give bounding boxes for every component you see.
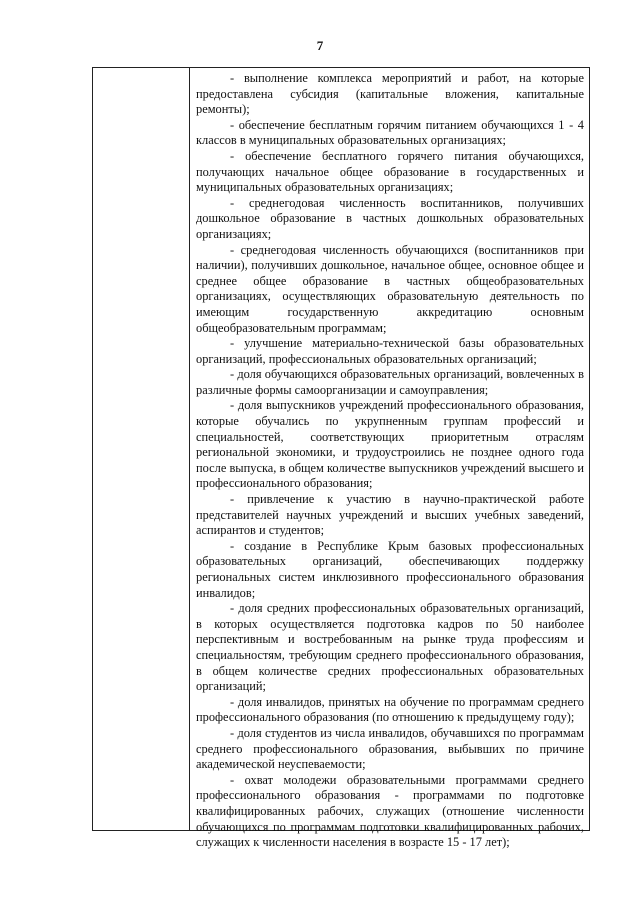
list-item: - охват молодежи образовательными программами среднего профессионального образования - программами по подготовке квалифицированных рабочих, служащих (отношение численности обучающихся по программам подготовки квалифицированных рабочих, служащих к численности населения в возрасте 15 - 17 лет); [196,772,584,850]
list-item: - среднегодовая численность воспитанников, получивших дошкольное образование в частных дошкольных образовательных организациях; [196,195,584,241]
table-right-column [196,71,584,851]
indicator-table [92,67,590,850]
list-item: - улучшение материально-технической базы образовательных организаций, профессиональных образовательных организаций; [196,336,584,366]
list-item: - доля обучающихся образовательных организаций, вовлеченных в различные формы самоорганизации и самоуправления; [196,367,584,397]
list-item: - создание в Республике Крым базовых профессиональных образовательных организаций, обеспечивающих поддержку региональных систем инклюзивного профессионального образования инвалидов; [196,538,584,600]
list-item: - среднегодовая численность обучающихся (воспитанников при наличии), получивших дошкольное, начальное общее, основное общее и среднее общее образование в частных общеобразовательных организациях, осуществляющих образовательную деятельность по имеющим государственную аккредитацию основным общеобразовательным программам; [196,242,584,335]
list-item: - доля инвалидов, принятых на обучение по программам среднего профессионального образования (по отношению к предыдущему году); [196,694,584,725]
list-item: - доля студентов из числа инвалидов, обучавшихся по программам среднего профессионального образования, выбывших по причине академической неуспеваемости; [196,725,584,772]
list-item: - обеспечение бесплатным горячим питанием обучающихся 1 - 4 классов в муниципальных образовательных организациях; [196,117,584,148]
list-item: - привлечение к участию в научно-практической работе представителей научных учреждений и высших учебных заведений, аспирантов и студентов; [196,492,584,538]
table-left-column [93,68,190,830]
list-item: - доля выпускников учреждений профессионального образования, которые обучались по укрупненным группам профессий и специальностей, соответствующих приоритетным отраслям региональной экономики, и трудоустроились не позднее одного года после выпуска, в общем количестве выпускников учреждений высшего и профессионального образования; [196,398,584,491]
list-item: - обеспечение бесплатного горячего питания обучающихся, получающих начальное общее образование в государственных и муниципальных образовательных организациях; [196,148,584,195]
page-number: 7 [316,38,324,53]
list-item: - выполнение комплекса мероприятий и работ, на которые предоставлена субсидия (капитальные вложения, капитальные ремонты); [196,71,584,117]
list-item: - доля средних профессиональных образовательных организаций, в которых осуществляется подготовка кадров по 50 наиболее перспективным и востребованным на рынке труда профессиям и специальностям, требующим среднего профессионального образования, в общем количестве средних профессиональных образовательных организаций; [196,601,584,694]
